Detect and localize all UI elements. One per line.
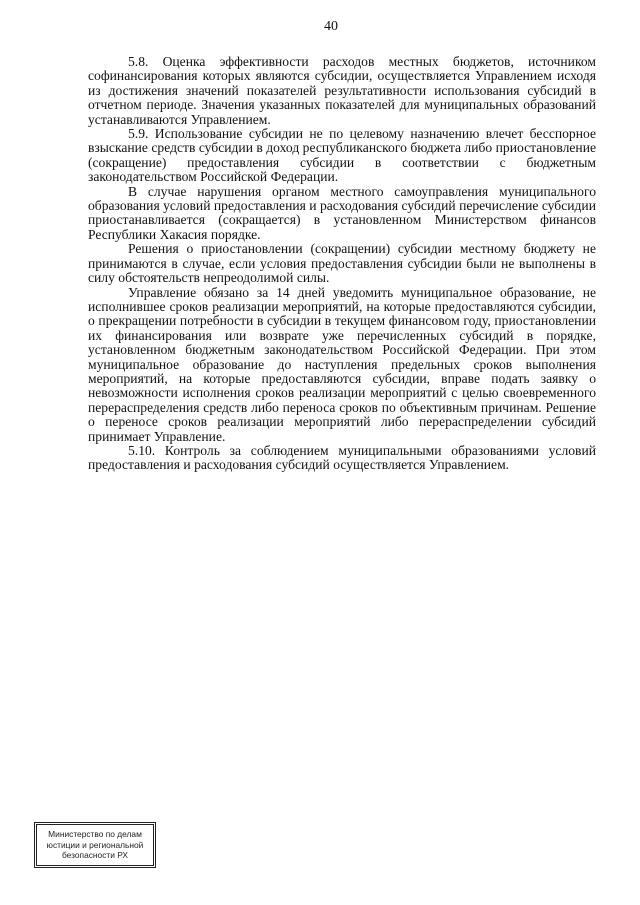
paragraph-5-8: 5.8. Оценка эффективности расходов местных бюджетов, источником софинансирования которых являются субсидии, осуществляется Управлением исходя из достижения значений показателей результативности использования субсидий в отчетном периоде. Значения указанных показателей для муниципальных образований устанавливаются Управлением. bbox=[88, 54, 596, 127]
paragraph-5-9: 5.9. Использование субсидии не по целевому назначению влечет бесспорное взыскание средств субсидии в доход республиканского бюджета либо приостановление (сокращение) предоставления субсидии в соответствии с бюджетным законодательством Российской Федерации. bbox=[88, 126, 596, 185]
page-number: 40 bbox=[324, 19, 338, 34]
paragraph-notification: Управление обязано за 14 дней уведомить муниципальное образование, не исполнившее сроков реализации мероприятий, на которые предоставляются субсидии, о прекращении потребности в субсидии в текущем финансовом году, приостановлении их финансирования или возврате уже перечисленных субсидий в порядке, установленном бюджетным законодательством Российской Федерации. При этом муниципальное образование до наступления предельных сроков выполнения мероприятий, на которые предоставляются субсидии, вправе подать заявку о невозможности исполнения сроков реализации мероприятий с целью своевременного перераспределения средств либо переноса сроков по объективным причинам. Решение о переносе сроков реализации мероприятий либо перераспределении субсидий принимает Управление. bbox=[88, 284, 596, 444]
stamp-line: Министерство по делам bbox=[48, 829, 142, 839]
paragraph-force-majeure: Решения о приостановлении (сокращении) субсидии местному бюджету не принимаются в случае, если условия предоставления субсидии были не выполнены в силу обстоятельств непреодолимой силы. bbox=[88, 241, 596, 286]
stamp-line: юстиции и региональной bbox=[46, 839, 144, 850]
document-body bbox=[88, 55, 596, 473]
paragraph-5-10: 5.10. Контроль за соблюдением муниципальными образованиями условий предоставления и расходования субсидий осуществляется Управлением. bbox=[88, 442, 596, 473]
paragraph-suspension: В случае нарушения органом местного самоуправления муниципального образования условий предоставления и расходования субсидий перечисление субсидии приостанавливается (сокращается) в установленном Министерством финансов Республики Хакасия порядке. bbox=[88, 183, 596, 242]
ministry-stamp bbox=[36, 824, 154, 866]
stamp-line: безопасности РХ bbox=[61, 850, 129, 860]
